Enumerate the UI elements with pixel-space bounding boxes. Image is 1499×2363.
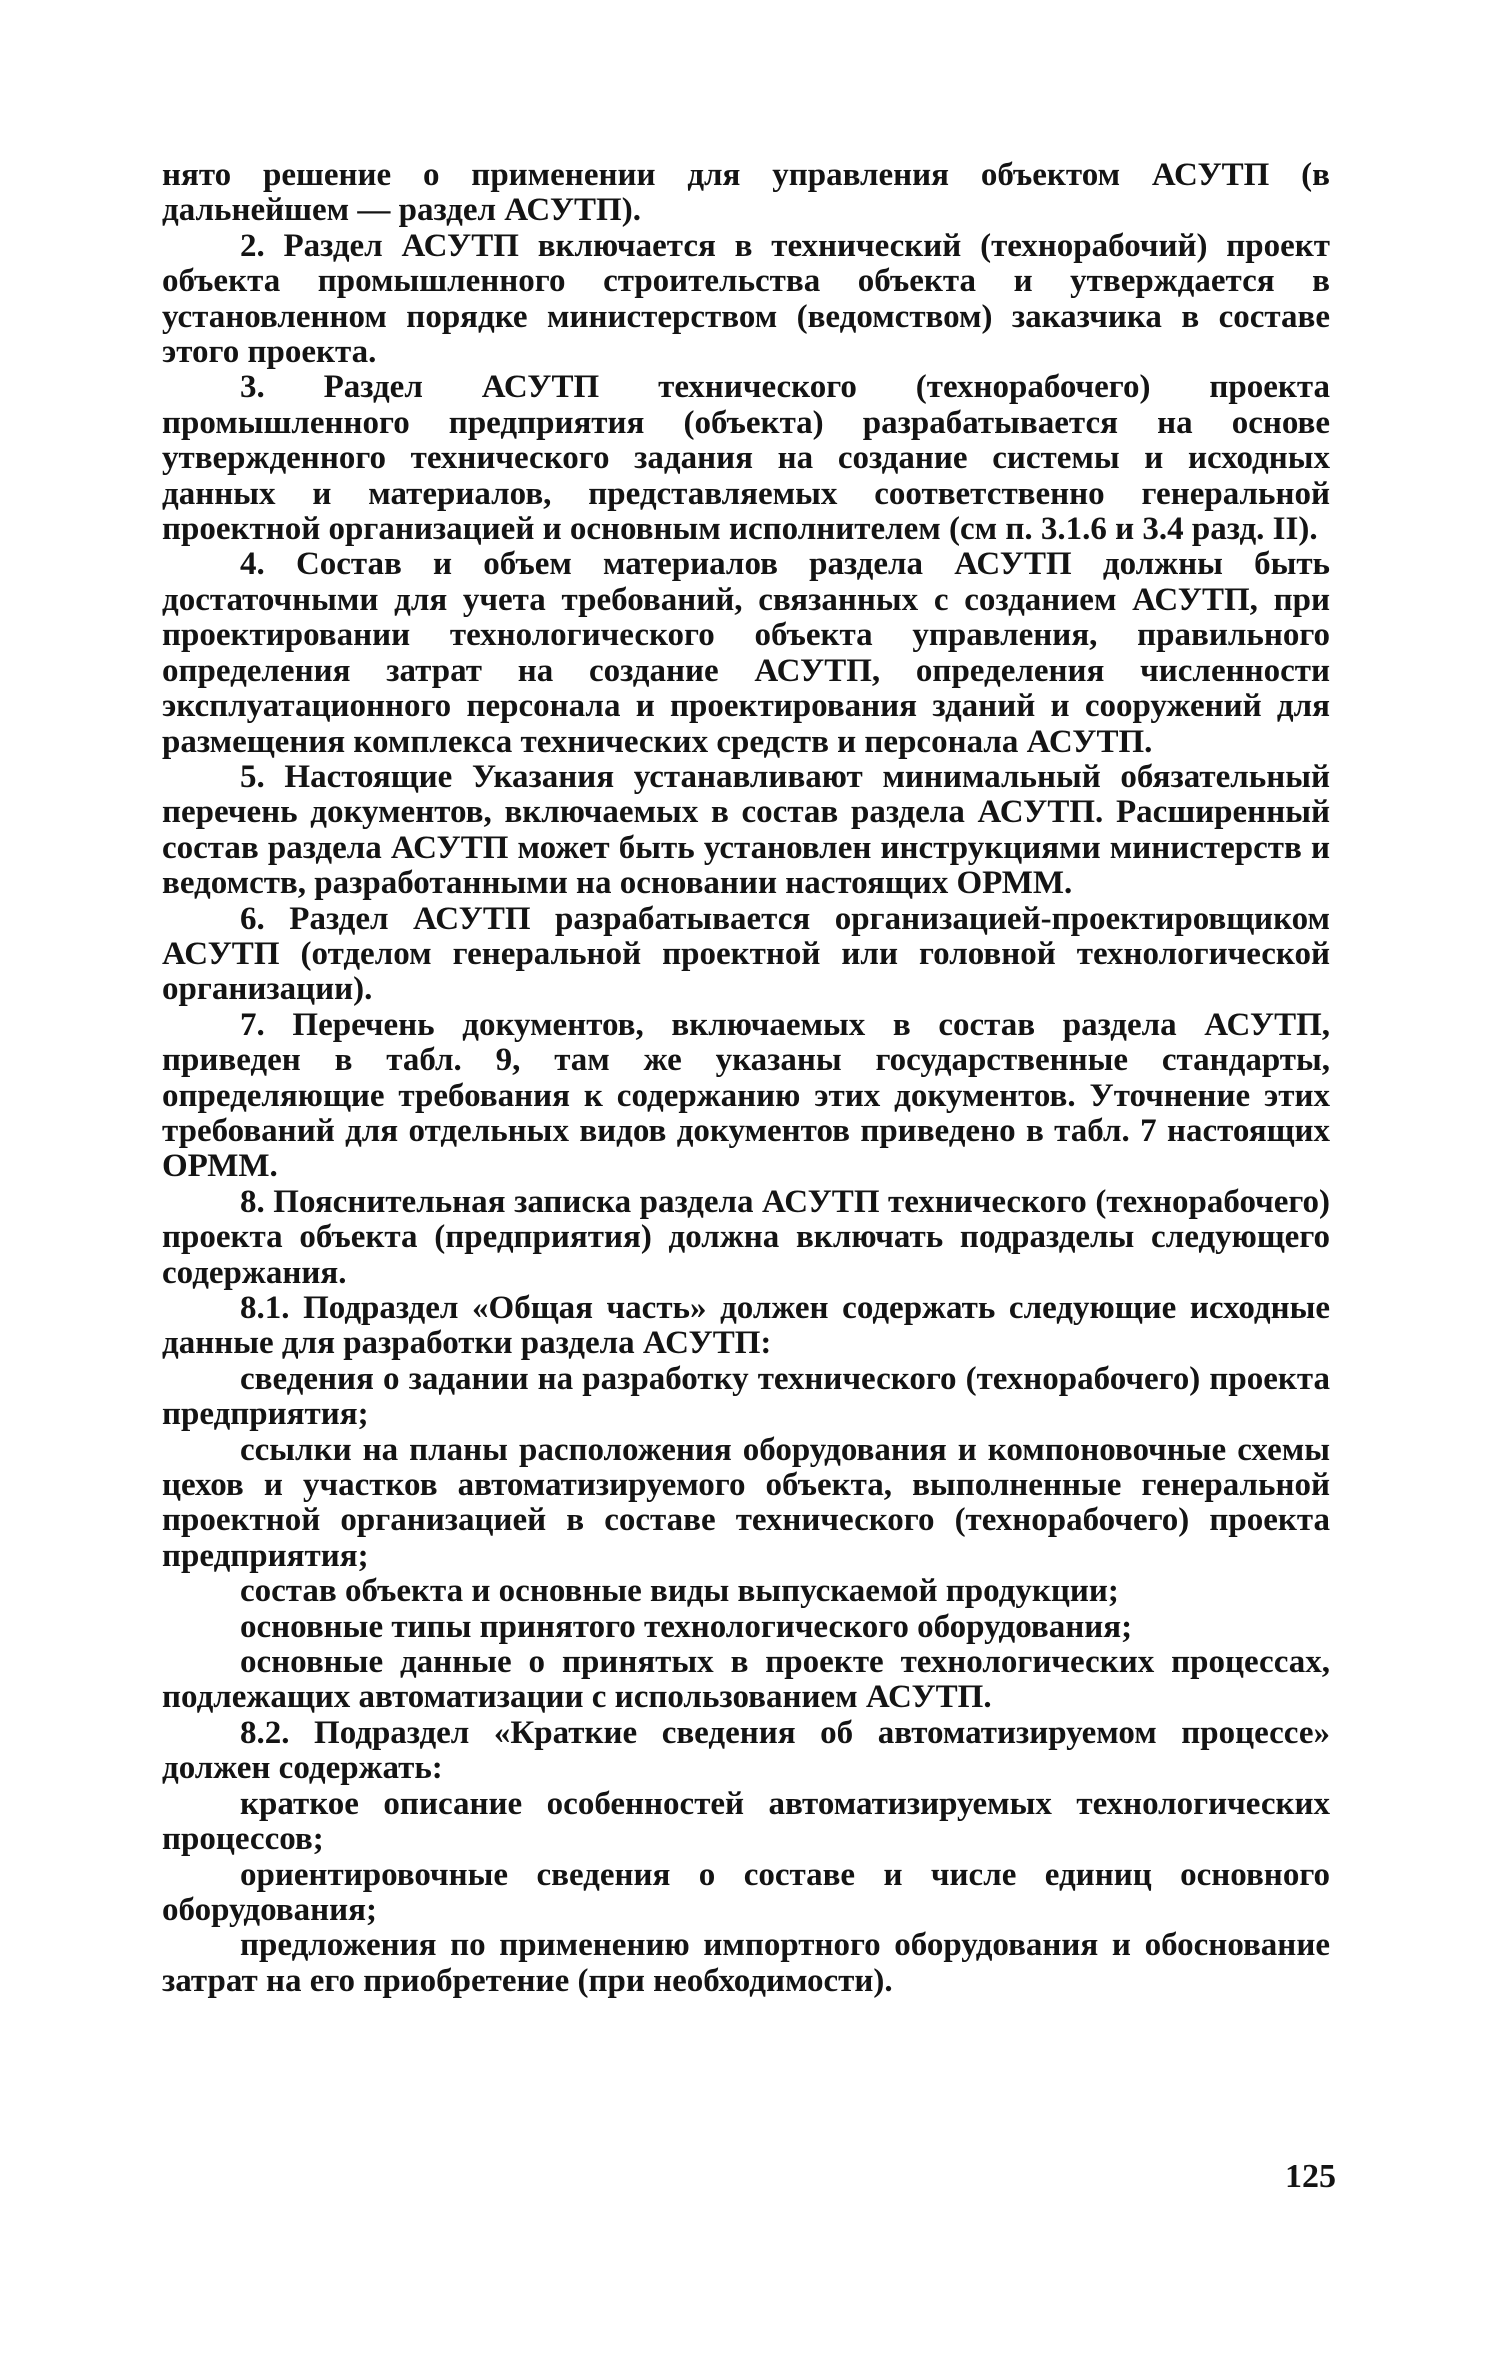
- paragraph-item-8: 8. Пояснительная записка раздела АСУТП технического (технорабочего) проекта объекта (предприятия) должна включать подразделы следующего содержания.: [162, 1183, 1330, 1291]
- paragraph-item-7: 7. Перечень документов, включаемых в состав раздела АСУТП, приведен в табл. 9, там же указаны государственные стандарты, определяющие требования к содержанию этих документов. Уточнение этих требований для отдельных видов документов приведено в табл. 7 настоящих ОРММ.: [162, 1006, 1330, 1185]
- page-number: 125: [1285, 2158, 1336, 2195]
- paragraph-item-8-1: 8.1. Подраздел «Общая часть» должен содержать следующие исходные данные для разработки раздела АСУТП:: [162, 1290, 1330, 1362]
- page-body: [162, 158, 1330, 1999]
- list-item-layout-links: ссылки на планы расположения оборудования и компоновочные схемы цехов и участков автоматизируемого объекта, выполненные генеральной проектной организацией в составе технического (технорабочего) проекта предприятия;: [162, 1431, 1330, 1574]
- list-item-equipment-types: основные типы принятого технологического оборудования;: [240, 1608, 1133, 1645]
- paragraph-item-3: 3. Раздел АСУТП технического (технорабочего) проекта промышленного предприятия (объекта) разрабатывается на основе утвержденного технического задания на создание системы и исходных данных и материалов, представляемых соответственно генеральной проектной организацией и основным исполнителем (см п. 3.1.6 и 3.4 разд. II).: [162, 369, 1330, 548]
- paragraph-item-2: 2. Раздел АСУТП включается в технический (технорабочий) проект объекта промышленного строительства объекта и утверждается в установленном порядке министерством (ведомством) заказчика в составе этого проекта.: [162, 227, 1330, 371]
- list-item-task-info: сведения о задании на разработку технического (технорабочего) проекта предприятия;: [162, 1360, 1330, 1433]
- paragraph-continuation: нято решение о применении для управления объектом АСУТП (в дальнейшем — раздел АСУТП).: [162, 157, 1330, 229]
- list-item-process-data: основные данные о принятых в проекте технологических процессах, подлежащих автоматизации с использованием АСУТП.: [162, 1644, 1330, 1716]
- paragraph-item-6: 6. Раздел АСУТП разрабатывается организацией-проектировщиком АСУТП (отделом генеральной проектной или головной технологической организации).: [162, 900, 1330, 1008]
- list-item-equipment-info: ориентировочные сведения о составе и числе единиц основного оборудования;: [162, 1856, 1330, 1928]
- paragraph-item-8-2: 8.2. Подраздел «Краткие сведения об автоматизируемом процессе» должен содержать:: [162, 1714, 1330, 1787]
- list-item-import-proposals: предложения по применению импортного оборудования и обоснование затрат на его приобретение (при необходимости).: [162, 1927, 1330, 1999]
- paragraph-item-5: 5. Настоящие Указания устанавливают минимальный обязательный перечень документов, включаемых в состав раздела АСУТП. Расширенный состав раздела АСУТП может быть установлен инструкциями министерств и ведомств, разработанными на основании настоящих ОРММ.: [162, 758, 1330, 902]
- list-item-object-composition: состав объекта и основные виды выпускаемой продукции;: [240, 1573, 1119, 1610]
- list-item-process-description: краткое описание особенностей автоматизируемых технологических процессов;: [162, 1785, 1330, 1858]
- paragraph-item-4: 4. Состав и объем материалов раздела АСУТП должны быть достаточными для учета требований, связанных с созданием АСУТП, при проектировании технологического объекта управления, правильного определения затрат на создание АСУТП, определения численности эксплуатационного персонала и проектирования зданий и сооружений для размещения комплекса технических средств и персонала АСУТП.: [162, 546, 1330, 760]
